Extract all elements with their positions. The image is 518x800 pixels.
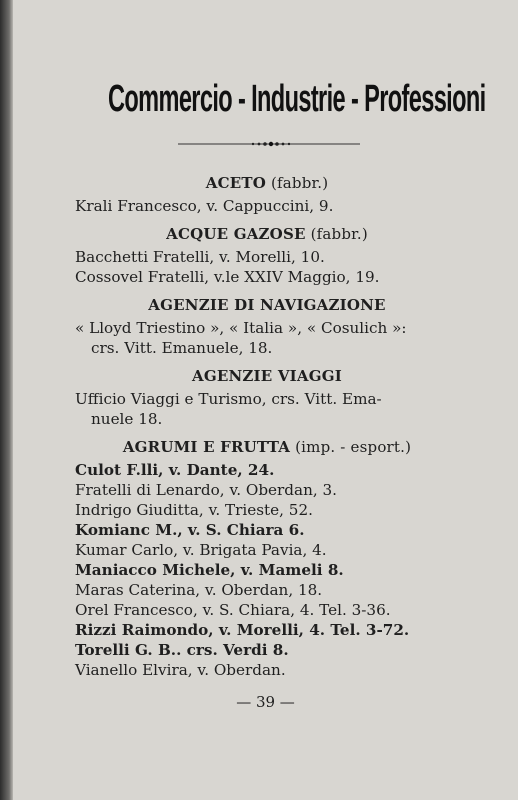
directory-entry: Indrigo Giuditta, v. Trieste, 52. bbox=[75, 501, 313, 519]
directory-entry: Vianello Elvira, v. Oberdan. bbox=[75, 661, 286, 679]
directory-entry: Komianc M., v. S. Chiara 6. bbox=[75, 521, 305, 539]
book-spine-shadow bbox=[0, 0, 13, 800]
section-heading bbox=[75, 295, 459, 315]
section-heading-name: ACETO bbox=[205, 174, 266, 192]
section-heading bbox=[75, 173, 459, 193]
directory-section bbox=[75, 366, 459, 429]
directory-section bbox=[75, 437, 459, 680]
directory-section bbox=[75, 173, 459, 216]
ornament-divider bbox=[178, 139, 360, 149]
directory-page bbox=[13, 0, 518, 800]
directory-entry: crs. Vitt. Emanuele, 18. bbox=[91, 339, 273, 357]
section-heading-note: (fabbr.) bbox=[310, 225, 368, 243]
directory-entry: Maniacco Michele, v. Mameli 8. bbox=[75, 561, 344, 579]
page-title: Commercio - Industrie - Professioni bbox=[108, 78, 486, 120]
directory-entry: Ufficio Viaggi e Turismo, crs. Vitt. Ema- bbox=[75, 390, 382, 408]
directory-entry: Maras Caterina, v. Oberdan, 18. bbox=[75, 581, 323, 599]
section-heading-name: AGENZIE DI NAVIGAZIONE bbox=[148, 296, 386, 314]
section-heading bbox=[75, 224, 459, 244]
section-heading-name: ACQUE GAZOSE bbox=[166, 225, 306, 243]
section-heading-note: (imp. - esport.) bbox=[295, 438, 412, 456]
section-heading-name: AGENZIE VIAGGI bbox=[192, 367, 342, 385]
directory-section bbox=[75, 295, 459, 358]
directory-entry: Orel Francesco, v. S. Chiara, 4. Tel. 3-36. bbox=[75, 601, 391, 619]
directory-entry: Bacchetti Fratelli, v. Morelli, 10. bbox=[75, 248, 325, 266]
directory-entry: Krali Francesco, v. Cappuccini, 9. bbox=[75, 197, 334, 215]
directory-entry: Torelli G. B.. crs. Verdi 8. bbox=[75, 641, 289, 659]
directory-entry: nuele 18. bbox=[91, 410, 163, 428]
directory-listing bbox=[75, 173, 459, 680]
section-heading bbox=[75, 366, 459, 386]
section-heading-name: AGRUMI E FRUTTA bbox=[122, 438, 291, 456]
section-heading bbox=[75, 437, 459, 457]
directory-entry: Cossovel Fratelli, v.le XXIV Maggio, 19. bbox=[75, 268, 380, 286]
page-number: — 39 — bbox=[236, 693, 295, 711]
directory-entry: Fratelli di Lenardo, v. Oberdan, 3. bbox=[75, 481, 337, 499]
directory-section bbox=[75, 224, 459, 287]
directory-entry: Kumar Carlo, v. Brigata Pavia, 4. bbox=[75, 541, 327, 559]
directory-entry: « Lloyd Triestino », « Italia », « Cosulich »: bbox=[75, 319, 407, 337]
directory-entry: Culot F.lli, v. Dante, 24. bbox=[75, 461, 275, 479]
section-heading-note: (fabbr.) bbox=[270, 174, 329, 192]
directory-entry: Rizzi Raimondo, v. Morelli, 4. Tel. 3-72. bbox=[75, 621, 410, 639]
